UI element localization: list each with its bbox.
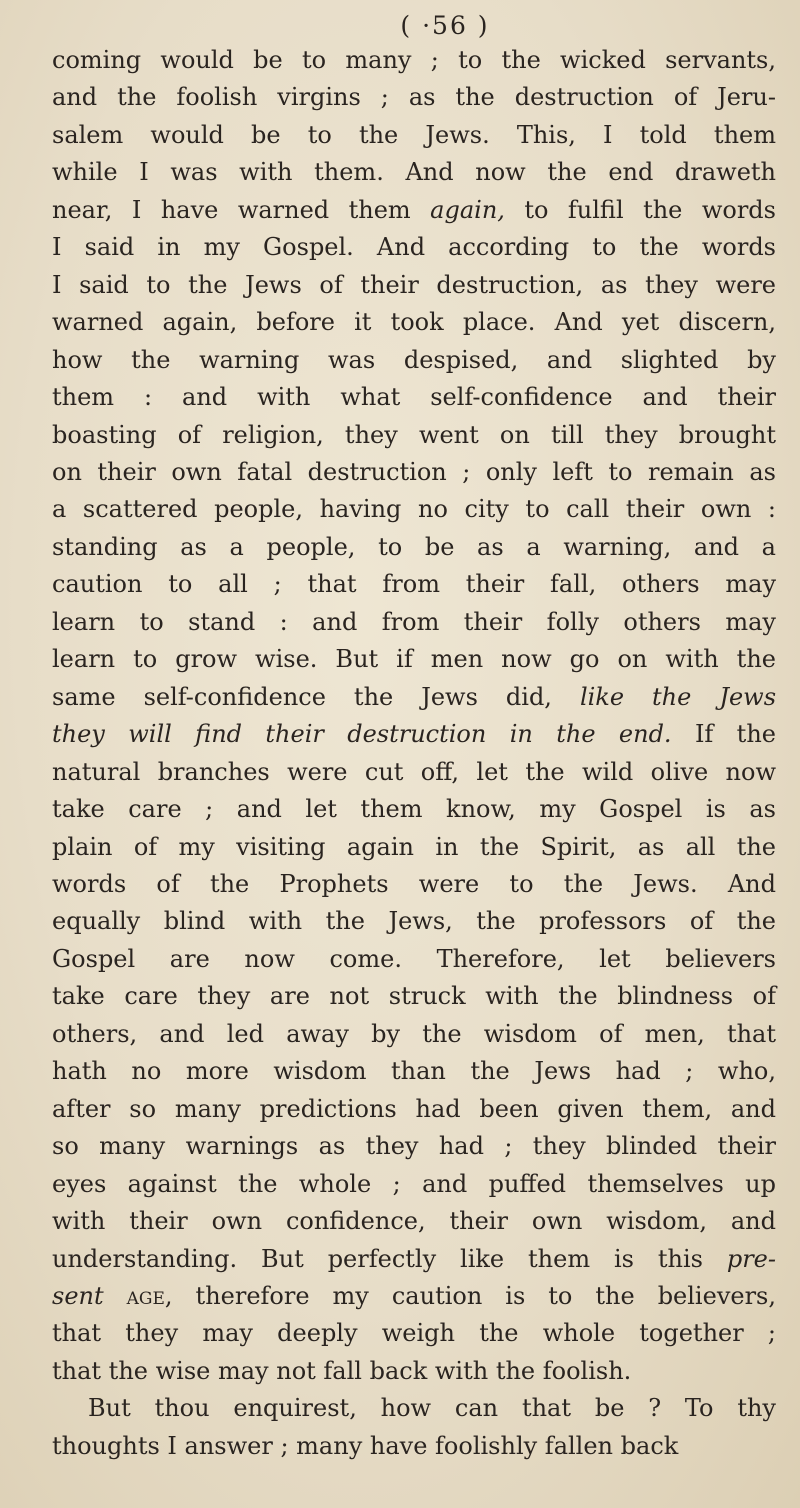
text-segment: hath no more wisdom than the Jews had ; who, [52, 1057, 776, 1086]
text-line [52, 903, 776, 940]
text-line [52, 829, 776, 866]
text-segment: same self-confidence the Jews did, [52, 682, 580, 711]
text-line [52, 978, 776, 1015]
text-segment: thoughts I answer ; many have foolishly fallen back [52, 1431, 679, 1460]
text-line [52, 866, 776, 903]
text-segment: equally blind with the Jews, the professors of the [52, 907, 776, 936]
text-line [52, 679, 776, 716]
text-segment: so many warnings as they had ; they blinded their [52, 1132, 776, 1161]
text-segment: take care they are not struck with the blindness of [52, 982, 776, 1011]
text-line [52, 379, 776, 416]
text-line [52, 1315, 776, 1352]
text-line [52, 791, 776, 828]
italic-text-segment: again, [430, 195, 505, 224]
text-line [52, 79, 776, 116]
text-line [52, 1428, 776, 1465]
text-line [52, 192, 776, 229]
text-segment: I said to the Jews of their destruction, as they were [52, 270, 776, 299]
text-segment: a scattered people, having no city to call their own : [52, 495, 776, 524]
text-segment: Gospel are now come. Therefore, let believers [52, 944, 776, 973]
text-segment: to fulfil the words [504, 195, 776, 224]
text-segment: on their own fatal destruction ; only left to remain as [52, 457, 776, 486]
text-segment: how the warning was despised, and slighted by [52, 345, 776, 374]
text-line [52, 566, 776, 603]
text-segment: after so many predictions had been given them, and [52, 1094, 776, 1123]
text-line [52, 417, 776, 454]
italic-text-segment: they will find their destruction in the end. [52, 720, 672, 749]
small-caps-text-segment: age [126, 1281, 165, 1310]
page-number: ( ·56 ) [400, 11, 490, 40]
text-segment: and the foolish virgins ; as the destruction of Jeru- [52, 83, 776, 112]
text-line [52, 1128, 776, 1165]
text-line [52, 1390, 776, 1427]
text-line [52, 1278, 776, 1315]
text-line [52, 304, 776, 341]
text-segment: But thou enquirest, how can that be ? To thy [88, 1394, 776, 1423]
text-segment: that the wise may not fall back with the foolish. [52, 1356, 632, 1385]
text-segment [104, 1282, 127, 1310]
text-line [52, 529, 776, 566]
text-segment: understanding. But perfectly like them is this [52, 1244, 727, 1273]
text-segment: with their own confidence, their own wisdom, and [52, 1207, 776, 1236]
text-segment: eyes against the whole ; and puffed themselves up [52, 1169, 776, 1198]
text-segment: , therefore my caution is to the believers, [164, 1281, 776, 1310]
text-line [52, 154, 776, 191]
text-segment: coming would be to many ; to the wicked servants, [52, 46, 776, 74]
body-text [52, 42, 778, 1465]
text-line [52, 754, 776, 791]
text-segment: warned again, before it took place. And yet discern, [52, 308, 776, 337]
text-line [52, 716, 776, 753]
italic-text-segment: pre- [726, 1244, 776, 1273]
text-line [52, 1016, 776, 1053]
text-line [52, 342, 776, 379]
text-segment: If the [671, 720, 776, 749]
text-segment: standing as a people, to be as a warning, and a [52, 532, 776, 561]
text-segment: near, I have warned them [52, 195, 431, 224]
text-line [52, 1091, 776, 1128]
text-segment: them : and with what self-confidence and their [52, 383, 776, 412]
text-line [52, 1203, 776, 1240]
text-segment: learn to stand : and from their folly others may [52, 607, 776, 636]
text-segment: plain of my visiting again in the Spirit, as all the [52, 832, 776, 861]
text-segment: words of the Prophets were to the Jews. And [52, 869, 776, 898]
italic-text-segment: like the Jews [579, 682, 777, 711]
text-line [52, 1166, 776, 1203]
text-line [52, 1241, 776, 1278]
text-line [52, 454, 776, 491]
text-segment: take care ; and let them know, my Gospel is as [52, 795, 776, 824]
text-line [52, 117, 776, 154]
text-line [52, 491, 776, 528]
text-segment: salem would be to the Jews. This, I told them [52, 120, 776, 149]
text-segment: learn to grow wise. But if men now go on with the [52, 645, 776, 674]
text-segment: boasting of religion, they went on till they brought [52, 420, 776, 449]
text-line [52, 941, 776, 978]
text-segment: while I was with them. And now the end draweth [52, 158, 776, 187]
italic-text-segment: sent [52, 1281, 104, 1310]
text-segment: others, and led away by the wisdom of men, that [52, 1019, 776, 1048]
text-segment: caution to all ; that from their fall, others may [52, 570, 776, 599]
text-line [52, 604, 776, 641]
text-line [52, 229, 776, 266]
text-line [52, 267, 776, 304]
text-segment: natural branches were cut off, let the wild olive now [52, 757, 776, 786]
text-line [52, 641, 776, 678]
text-line [52, 1053, 776, 1090]
text-line [52, 42, 776, 79]
text-line [52, 1353, 776, 1390]
text-segment: I said in my Gospel. And according to the words [52, 233, 776, 262]
text-segment: that they may deeply weigh the whole together ; [52, 1319, 776, 1348]
